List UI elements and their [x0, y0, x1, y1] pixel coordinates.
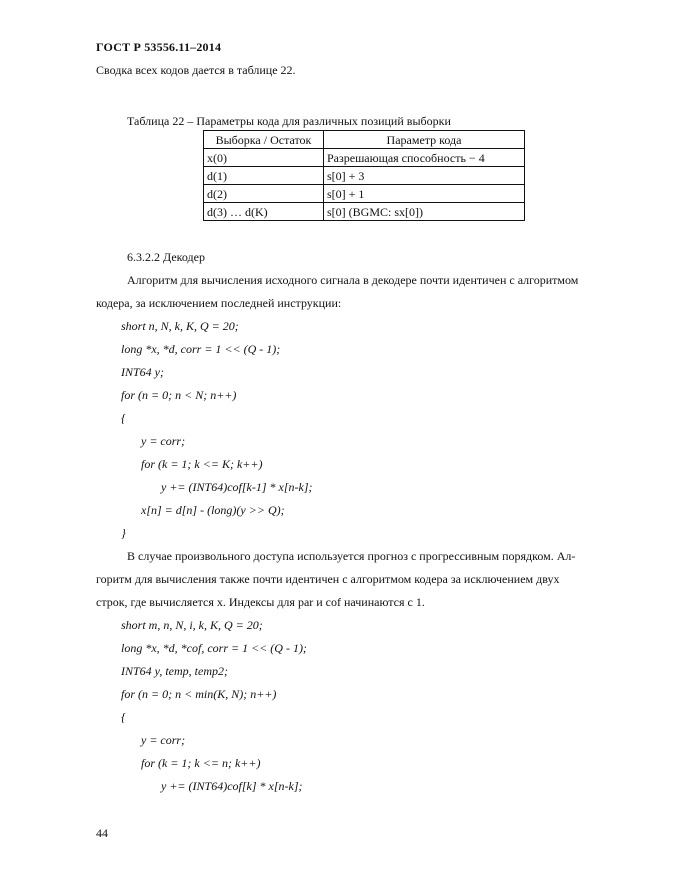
- table-caption: Таблица 22 – Параметры кода для различных позиций выборки: [127, 114, 451, 128]
- column-header: Выборка / Остаток: [204, 131, 324, 149]
- table-cell: d(3) … d(K): [204, 203, 324, 221]
- document-header: ГОСТ Р 53556.11–2014: [96, 40, 222, 54]
- column-header: Параметр кода: [324, 131, 525, 149]
- code-line: y = corr;: [141, 733, 186, 747]
- paragraph-line: В случае произвольного доступа используется прогноз с прогрессивным порядком. Ал-: [127, 549, 576, 563]
- table-row: [204, 167, 525, 185]
- table-cell: s[0] + 3: [324, 167, 525, 185]
- code-line: INT64 y, temp, temp2;: [121, 664, 228, 678]
- code-line: short n, N, k, K, Q = 20;: [121, 319, 239, 333]
- code-line: for (k = 1; k <= n; k++): [141, 756, 261, 770]
- code-line: long *x, *d, corr = 1 << (Q - 1);: [121, 342, 281, 356]
- code-line: short m, n, N, i, k, K, Q = 20;: [121, 618, 263, 632]
- table-row: [204, 149, 525, 167]
- code-line: y += (INT64)cof[k] * x[n-k];: [161, 779, 303, 793]
- page-number: 44: [96, 826, 108, 840]
- code-line: for (n = 0; n < N; n++): [121, 388, 237, 402]
- paragraph-line: Алгоритм для вычисления исходного сигнала в декодере почти идентичен с алгоритмом: [127, 273, 579, 287]
- code-line: for (n = 0; n < min(K, N); n++): [121, 687, 277, 701]
- code-line: for (k = 1; k <= K; k++): [141, 457, 263, 471]
- table-cell: d(2): [204, 185, 324, 203]
- table-cell: Разрешающая способность − 4: [324, 149, 525, 167]
- table-row: [204, 185, 525, 203]
- code-line: INT64 y;: [121, 365, 164, 379]
- table-row: [204, 203, 525, 221]
- table-cell: x(0): [204, 149, 324, 167]
- code-line: x[n] = d[n] - (long)(y >> Q);: [141, 503, 285, 517]
- table-cell: s[0] (BGMC: sx[0]): [324, 203, 525, 221]
- code-line: y += (INT64)cof[k-1] * x[n-k];: [161, 480, 313, 494]
- code-line: y = corr;: [141, 434, 186, 448]
- code-params-table: [203, 130, 525, 221]
- table-header-row: [204, 131, 525, 149]
- paragraph-line: горитм для вычисления также почти идентичен с алгоритмом кодера за исключением двух: [96, 572, 560, 586]
- code-line: }: [121, 526, 126, 540]
- section-heading: 6.3.2.2 Декодер: [127, 250, 205, 264]
- intro-text: Сводка всех кодов дается в таблице 22.: [96, 63, 296, 77]
- code-line: long *x, *d, *cof, corr = 1 << (Q - 1);: [121, 641, 307, 655]
- table-cell: s[0] + 1: [324, 185, 525, 203]
- paragraph-line: строк, где вычисляется x. Индексы для par и cof начинаются с 1.: [96, 595, 425, 609]
- code-line: {: [121, 411, 126, 425]
- table-cell: d(1): [204, 167, 324, 185]
- paragraph-line: кодера, за исключением последней инструкции:: [96, 296, 342, 310]
- code-line: {: [121, 710, 126, 724]
